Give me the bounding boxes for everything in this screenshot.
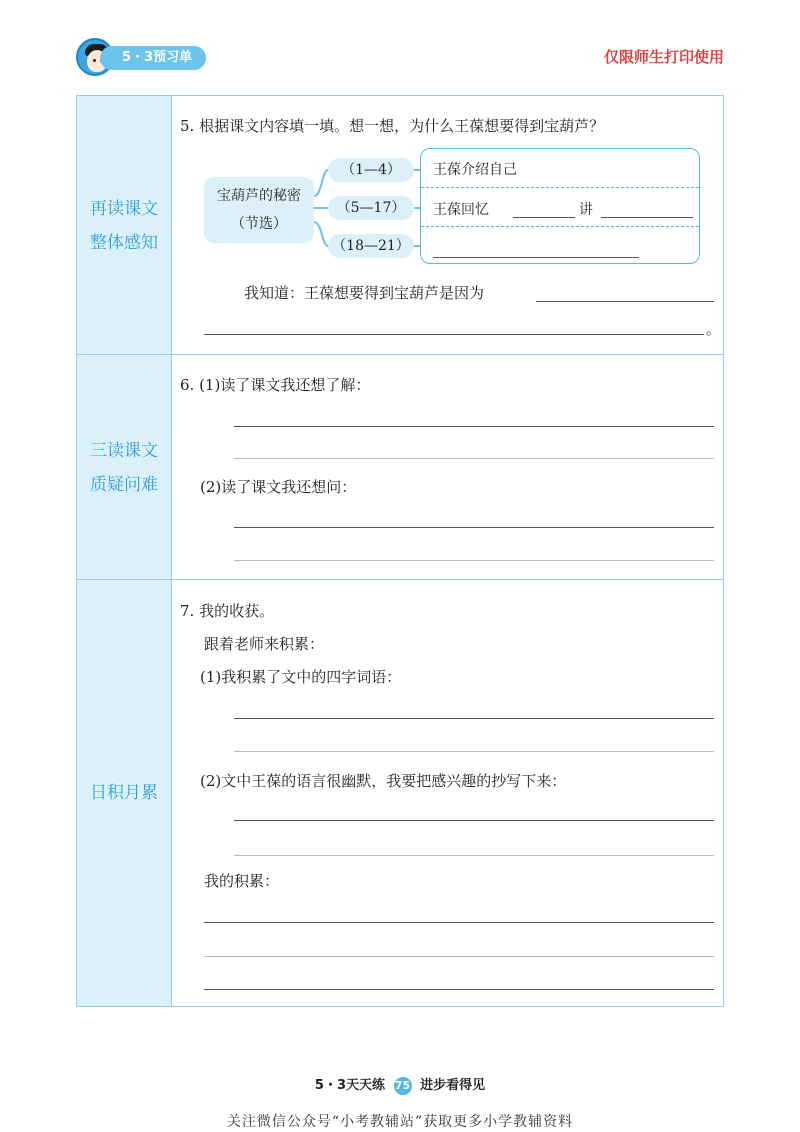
box-row-2-tell: 讲 xyxy=(579,202,593,218)
question-7-part-2: (2)文中王葆的语言很幽默，我要把感兴趣的抄写下来： xyxy=(200,772,567,790)
blank-reason-2[interactable] xyxy=(204,334,704,335)
segment-1: （1—4） xyxy=(328,158,414,182)
section-label-question: 三读课文 质疑问难 xyxy=(90,441,158,495)
section-label-accumulate: 日积月累 xyxy=(90,783,158,803)
segment-3: （18—21） xyxy=(328,234,414,258)
box-row-2-label: 王葆回忆 xyxy=(433,202,489,218)
box-row-1: 王葆介绍自己 xyxy=(433,162,517,178)
question-7-part-1: (1)我积累了文中的四字词语： xyxy=(200,668,402,686)
blank-7-2-b[interactable] xyxy=(234,855,714,856)
print-notice: 仅限师生打印使用 xyxy=(603,48,724,66)
blank-7-2-a[interactable] xyxy=(234,820,714,821)
blank-6-1-b[interactable] xyxy=(234,458,714,459)
page-number: 75 xyxy=(394,1077,412,1095)
segment-2: （5—17） xyxy=(328,196,414,220)
blank-7-1-b[interactable] xyxy=(234,751,714,752)
blank-tell[interactable] xyxy=(601,217,693,218)
diagram-answer-box xyxy=(420,148,700,264)
question-7-follow: 跟着老师来积累： xyxy=(204,635,325,653)
wechat-notice: 关注微信公众号“小考教辅站”获取更多小学教辅资料 xyxy=(226,1114,574,1130)
my-accumulation-label: 我的积累： xyxy=(204,872,280,890)
blank-recall[interactable] xyxy=(513,217,575,218)
blank-reason-1[interactable] xyxy=(536,301,714,302)
preview-sheet-badge: 5・3预习单 xyxy=(100,46,206,70)
diagram-root: 宝葫芦的秘密 （节选） xyxy=(204,177,314,243)
blank-6-2-b[interactable] xyxy=(234,560,714,561)
question-6-part-2: (2)读了课文我还想问： xyxy=(200,478,357,496)
page-footer xyxy=(0,1074,800,1095)
blank-mine-a[interactable] xyxy=(204,922,714,923)
know-label: 我知道：王葆想要得到宝葫芦是因为 xyxy=(244,284,485,302)
blank-6-1-a[interactable] xyxy=(234,426,714,427)
blank-mine-c[interactable] xyxy=(204,989,714,990)
question-5-prompt: 5. 根据课文内容填一填。想一想，为什么王葆想要得到宝葫芦？ xyxy=(180,117,605,135)
footer-left-text: 5・3天天练 xyxy=(314,1078,385,1093)
blank-6-2-a[interactable] xyxy=(234,527,714,528)
question-6-part-1: 6. (1)读了课文我还想了解： xyxy=(180,376,371,394)
question-7-prompt: 7. 我的收获。 xyxy=(180,602,275,620)
blank-7-1-a[interactable] xyxy=(234,718,714,719)
blank-mine-b[interactable] xyxy=(204,956,714,957)
blank-row-3[interactable] xyxy=(433,257,639,258)
footer-right-text: 进步看得见 xyxy=(420,1078,486,1093)
section-label-reread: 再读课文 整体感知 xyxy=(90,199,158,253)
end-mark: 。 xyxy=(706,320,722,338)
